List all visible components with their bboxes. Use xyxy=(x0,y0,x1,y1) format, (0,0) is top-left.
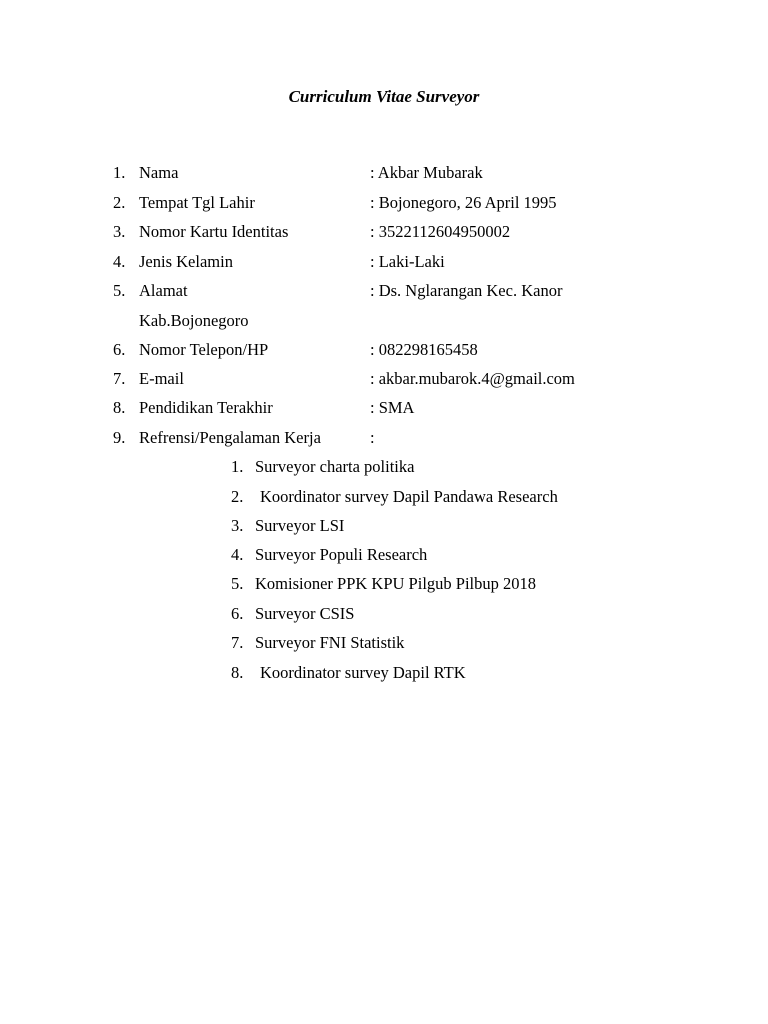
experience-text: Surveyor LSI xyxy=(255,516,345,535)
field-value: : Ds. Nglarangan Kec. Kanor xyxy=(370,281,563,300)
field-value: : 3522112604950002 xyxy=(370,222,511,241)
experience-text: Koordinator survey Dapil RTK xyxy=(260,663,466,682)
experience-text: Surveyor Populi Research xyxy=(255,545,428,564)
field-value: : akbar.mubarok.4@gmail.com xyxy=(370,369,575,388)
field-value: : Laki-Laki xyxy=(370,252,445,271)
experience-number: 3. xyxy=(231,516,244,535)
experience-number: 7. xyxy=(231,633,244,652)
field-value: : 082298165458 xyxy=(370,340,478,359)
field-number: 9. xyxy=(113,428,126,447)
experience-text: Surveyor charta politika xyxy=(255,457,415,476)
address-continuation: Kab.Bojonegoro xyxy=(139,311,249,330)
field-number: 1. xyxy=(113,163,126,182)
experience-text: Koordinator survey Dapil Pandawa Research xyxy=(260,487,558,506)
experience-number: 8. xyxy=(231,663,244,682)
field-value: : Akbar Mubarak xyxy=(370,163,483,182)
field-number: 8. xyxy=(113,398,126,417)
field-number: 6. xyxy=(113,340,126,359)
field-number: 7. xyxy=(113,369,126,388)
field-label: Refrensi/Pengalaman Kerja xyxy=(139,428,321,447)
field-label: Alamat xyxy=(139,281,188,300)
field-label: Tempat Tgl Lahir xyxy=(139,193,255,212)
experience-number: 5. xyxy=(231,574,244,593)
field-number: 4. xyxy=(113,252,126,271)
field-label: Nomor Telepon/HP xyxy=(139,340,269,359)
field-number: 2. xyxy=(113,193,126,212)
field-value: : xyxy=(370,428,375,447)
field-number: 5. xyxy=(113,281,126,300)
experience-number: 2. xyxy=(231,487,244,506)
experience-text: Komisioner PPK KPU Pilgub Pilbup 2018 xyxy=(255,574,536,593)
experience-number: 4. xyxy=(231,545,244,564)
field-value: : Bojonegoro, 26 April 1995 xyxy=(370,193,557,212)
field-label: E-mail xyxy=(139,369,184,388)
experience-number: 6. xyxy=(231,604,244,623)
experience-text: Surveyor FNI Statistik xyxy=(255,633,405,652)
document-title: Curriculum Vitae Surveyor xyxy=(288,87,480,106)
field-number: 3. xyxy=(113,222,126,241)
field-label: Jenis Kelamin xyxy=(139,252,233,271)
field-label: Nama xyxy=(139,163,179,182)
experience-text: Surveyor CSIS xyxy=(255,604,355,623)
field-label: Nomor Kartu Identitas xyxy=(139,222,289,241)
field-label: Pendidikan Terakhir xyxy=(139,398,273,417)
field-value: : SMA xyxy=(370,398,415,417)
experience-number: 1. xyxy=(231,457,244,476)
